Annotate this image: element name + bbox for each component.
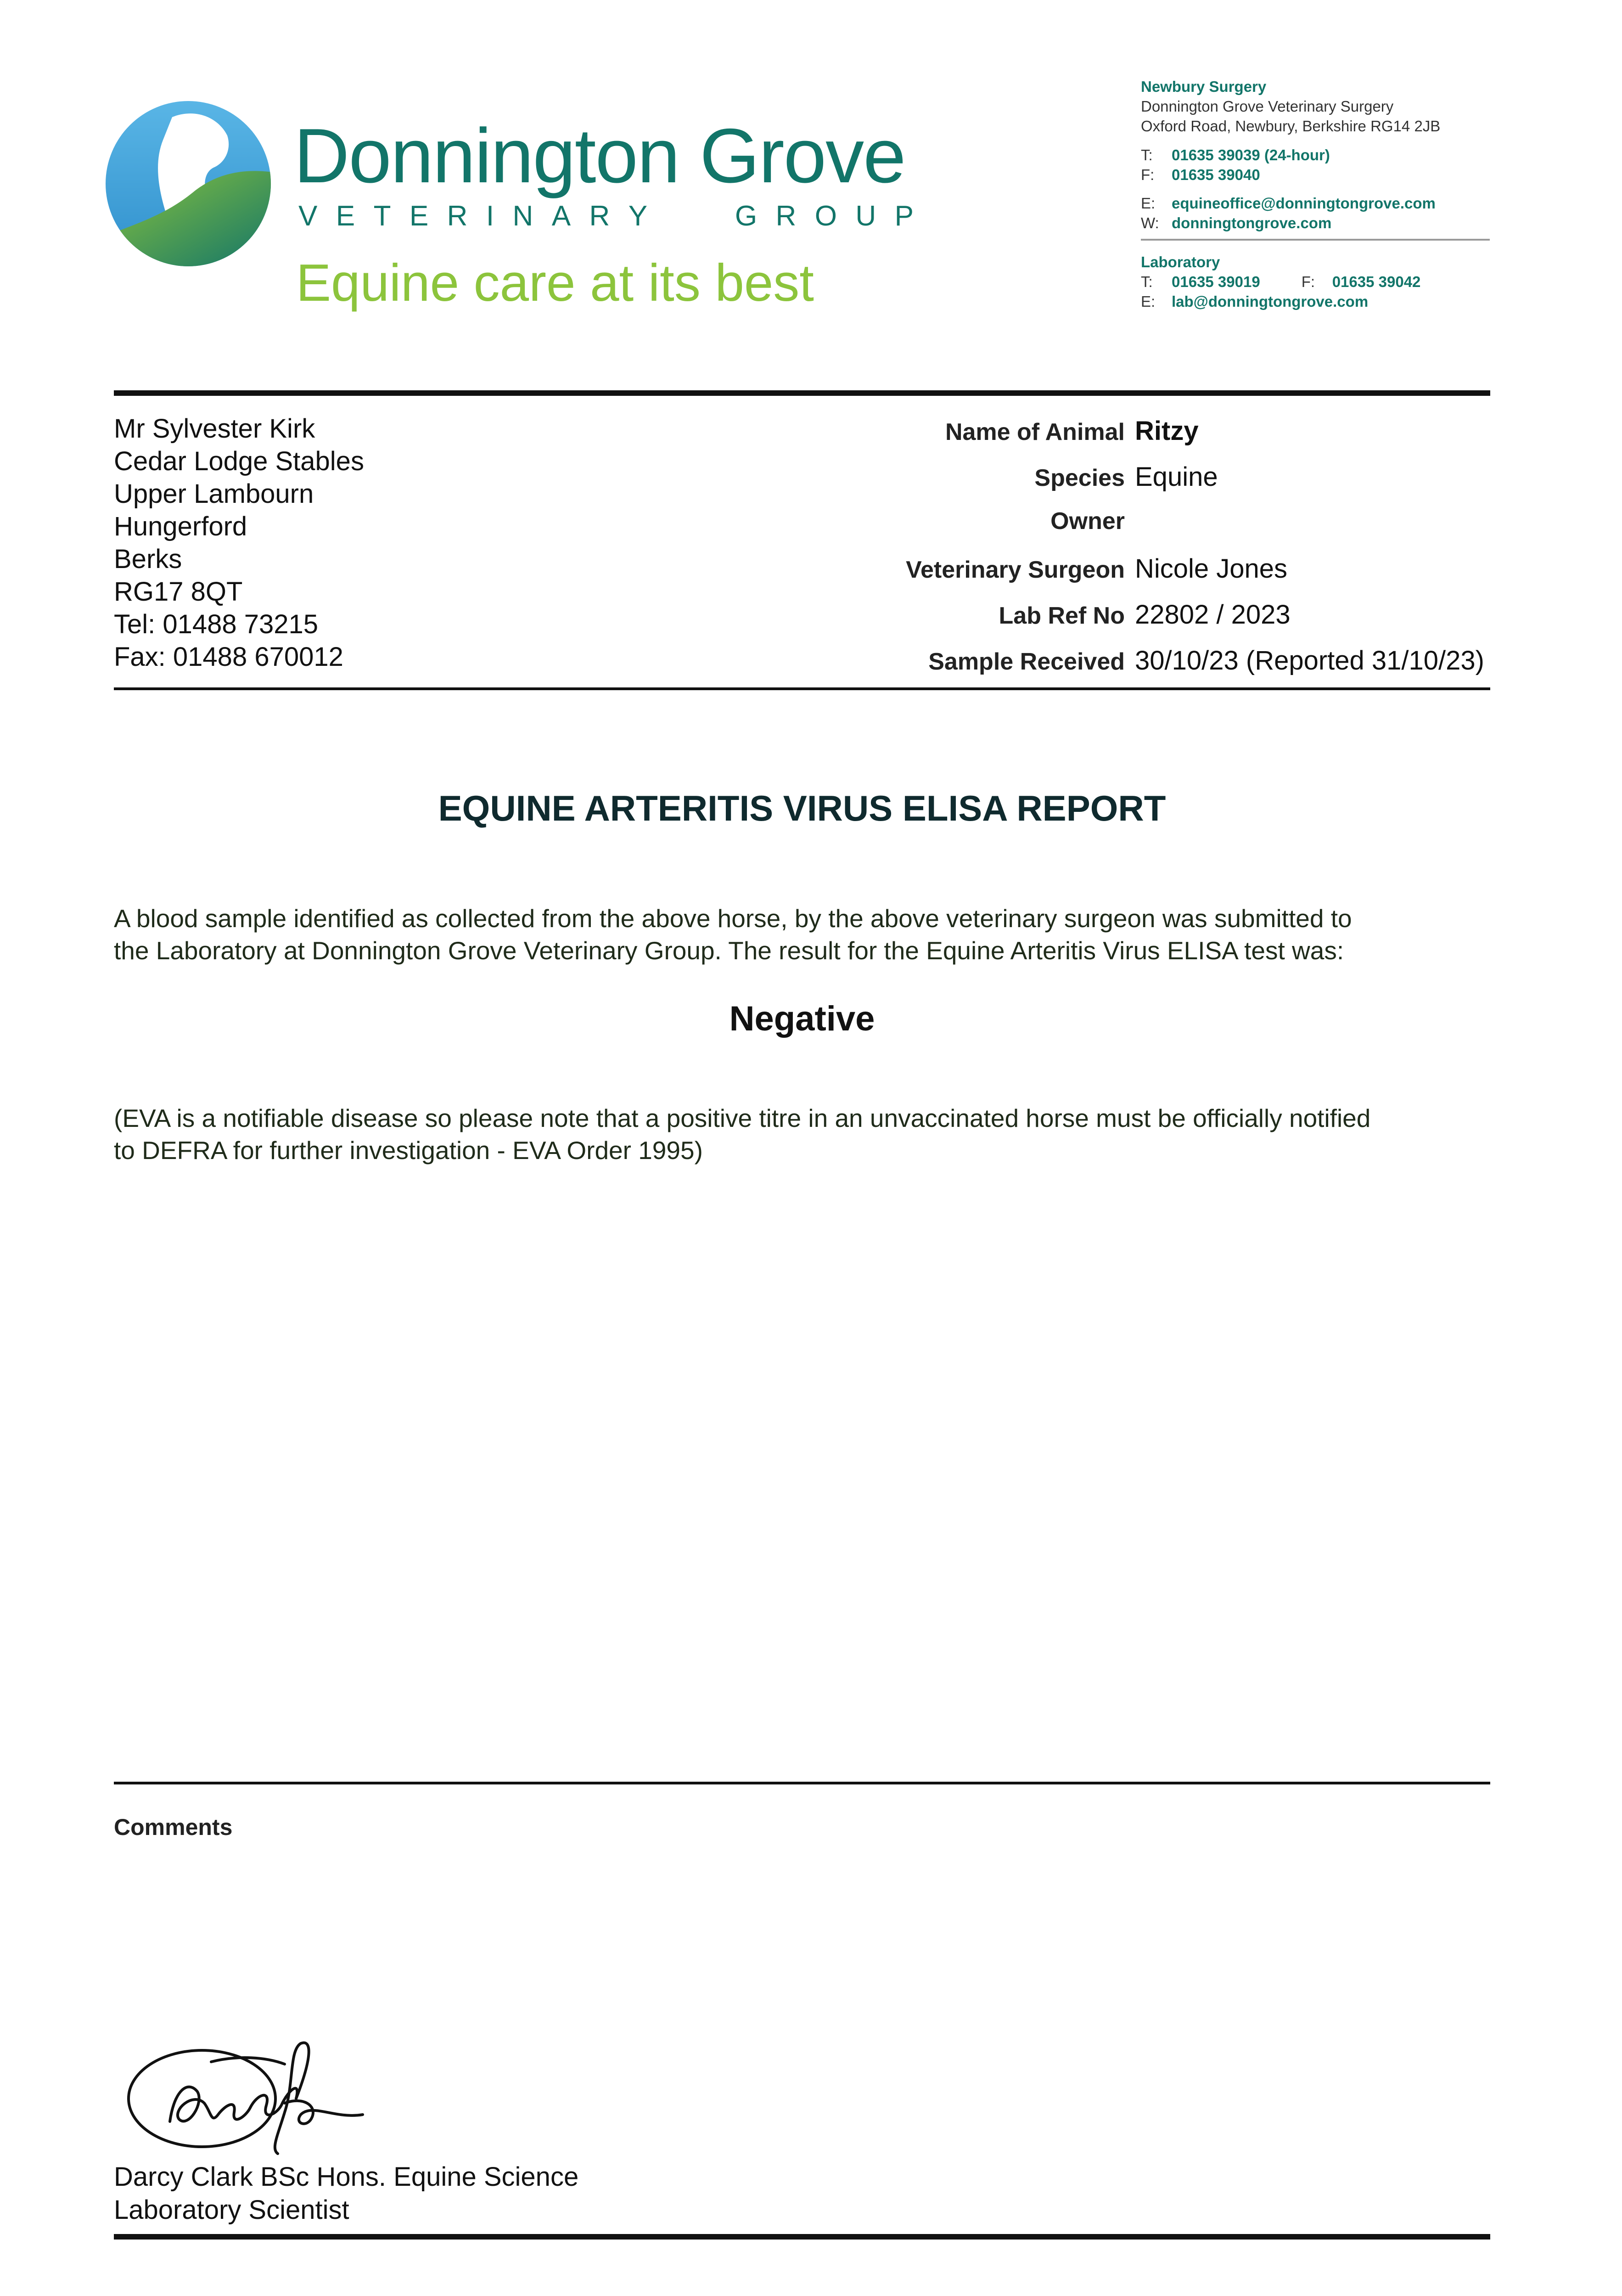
received-value: 30/10/23 (Reported 31/10/23) xyxy=(1135,646,1484,675)
surgery-tel: 01635 39039 (24-hour) xyxy=(1172,146,1330,163)
lab-email: lab@donningtongrove.com xyxy=(1172,293,1369,310)
brand-subtitle-letter: A xyxy=(551,200,571,232)
brand-subtitle-letter: G xyxy=(735,200,758,232)
test-result: Negative xyxy=(729,999,875,1038)
species-label: Species xyxy=(1034,465,1125,491)
lab-fax-label: F: xyxy=(1301,273,1315,290)
species-value: Equine xyxy=(1135,462,1218,492)
surgery-tel-row xyxy=(1141,146,1490,165)
surgery-contact-block xyxy=(1141,77,1490,233)
brand-subtitle-letter: O xyxy=(814,200,837,232)
footer-rule xyxy=(114,2234,1490,2240)
labref-label: Lab Ref No xyxy=(999,602,1125,629)
signatory-name: Darcy Clark BSc Hons. Equine Science xyxy=(114,2162,579,2192)
signatory-title: Laboratory Scientist xyxy=(114,2195,349,2225)
lab-tel: 01635 39019 xyxy=(1172,273,1260,290)
animal-name-label: Name of Animal xyxy=(945,419,1125,445)
surgery-email-row xyxy=(1141,194,1490,214)
brand-subtitle-letter: U xyxy=(855,200,876,232)
owner-label: Owner xyxy=(1050,508,1125,535)
report-note-line: to DEFRA for further investigation - EVA Order 1995) xyxy=(114,1136,703,1165)
brand-subtitle-letter: R xyxy=(775,200,797,232)
address-line: Tel: 01488 73215 xyxy=(114,609,319,639)
comments-rule xyxy=(114,1782,1490,1784)
address-line: Mr Sylvester Kirk xyxy=(114,414,315,444)
vet-row xyxy=(840,553,1490,599)
animal-details xyxy=(840,416,1490,691)
details-rule xyxy=(114,687,1490,690)
email-label: E: xyxy=(1141,195,1156,212)
address-line: Upper Lambourn xyxy=(114,479,314,509)
lab-email-row xyxy=(1141,292,1490,312)
address-line: Hungerford xyxy=(114,512,247,541)
surgery-name: Donnington Grove Veterinary Surgery xyxy=(1141,97,1394,115)
report-note-line: (EVA is a notifiable disease so please note that a positive titre in an unvaccinated horse must be officially notified xyxy=(114,1104,1371,1132)
lab-heading: Laboratory xyxy=(1141,253,1220,270)
report-intro-line: the Laboratory at Donnington Grove Veterinary Group. The result for the Equine Arteritis Virus ELISA test was: xyxy=(114,936,1344,965)
labref-row xyxy=(840,599,1490,645)
species-row xyxy=(840,461,1490,507)
header-rule xyxy=(114,390,1490,396)
brand-subtitle-gap xyxy=(666,202,716,231)
brand-subtitle-letter: N xyxy=(512,200,533,232)
owner-row xyxy=(840,507,1490,553)
signatory xyxy=(114,2161,578,2227)
animal-name: Ritzy xyxy=(1135,416,1199,446)
brand-subtitle-letter: I xyxy=(486,200,494,232)
surgery-heading: Newbury Surgery xyxy=(1141,78,1267,95)
address-line: Berks xyxy=(114,544,182,574)
address-line: Fax: 01488 670012 xyxy=(114,642,343,672)
brand-name: Donnington Grove xyxy=(294,113,905,199)
brand-tagline: Equine care at its best xyxy=(296,254,814,312)
report-intro-line: A blood sample identified as collected from the above horse, by the above veterinary surgeon was submitted to xyxy=(114,904,1352,933)
brand-subtitle-letter: R xyxy=(447,200,468,232)
brand-subtitle-letter: R xyxy=(589,200,610,232)
brand-subtitle-letter: T xyxy=(373,200,391,232)
brand-subtitle-letter: V xyxy=(298,200,318,232)
report-intro xyxy=(114,902,1491,967)
received-label: Sample Received xyxy=(928,648,1125,675)
signature-icon xyxy=(119,2011,376,2163)
vet-value: Nicole Jones xyxy=(1135,554,1288,584)
lab-fax: 01635 39042 xyxy=(1332,273,1421,290)
lab-phone-row xyxy=(1141,272,1490,292)
address-line: RG17 8QT xyxy=(114,577,243,607)
lab-email-label: E: xyxy=(1141,293,1156,310)
contact-divider xyxy=(1141,239,1490,241)
surgery-fax: 01635 39040 xyxy=(1172,166,1260,183)
lab-contact-block xyxy=(1141,253,1490,312)
web-label: W: xyxy=(1141,214,1159,232)
brand-subtitle-letter: E xyxy=(336,200,355,232)
brand-subtitle-letter: P xyxy=(894,200,914,232)
surgery-web: donningtongrove.com xyxy=(1172,214,1332,232)
brand-subtitle-letter: Y xyxy=(628,200,648,232)
brand-subtitle-letter: E xyxy=(409,200,429,232)
tel-label: T: xyxy=(1141,146,1153,163)
surgery-fax-row xyxy=(1141,165,1490,185)
recipient-address xyxy=(114,412,364,673)
surgery-address: Oxford Road, Newbury, Berkshire RG14 2JB xyxy=(1141,117,1441,135)
received-row xyxy=(840,645,1490,691)
fax-label: F: xyxy=(1141,166,1155,183)
report-title: EQUINE ARTERITIS VIRUS ELISA REPORT xyxy=(438,788,1166,828)
labref-value: 22802 / 2023 xyxy=(1135,600,1291,630)
report-note xyxy=(114,1102,1491,1166)
logo-icon xyxy=(103,99,273,269)
surgery-web-row xyxy=(1141,214,1490,233)
animal-name-row xyxy=(840,416,1490,461)
lab-tel-label: T: xyxy=(1141,273,1153,290)
comments-label: Comments xyxy=(114,1814,233,1840)
address-line: Cedar Lodge Stables xyxy=(114,446,364,476)
vet-label: Veterinary Surgeon xyxy=(906,557,1125,583)
surgery-email: equineoffice@donningtongrove.com xyxy=(1172,195,1436,212)
brand-subtitle xyxy=(298,202,914,231)
